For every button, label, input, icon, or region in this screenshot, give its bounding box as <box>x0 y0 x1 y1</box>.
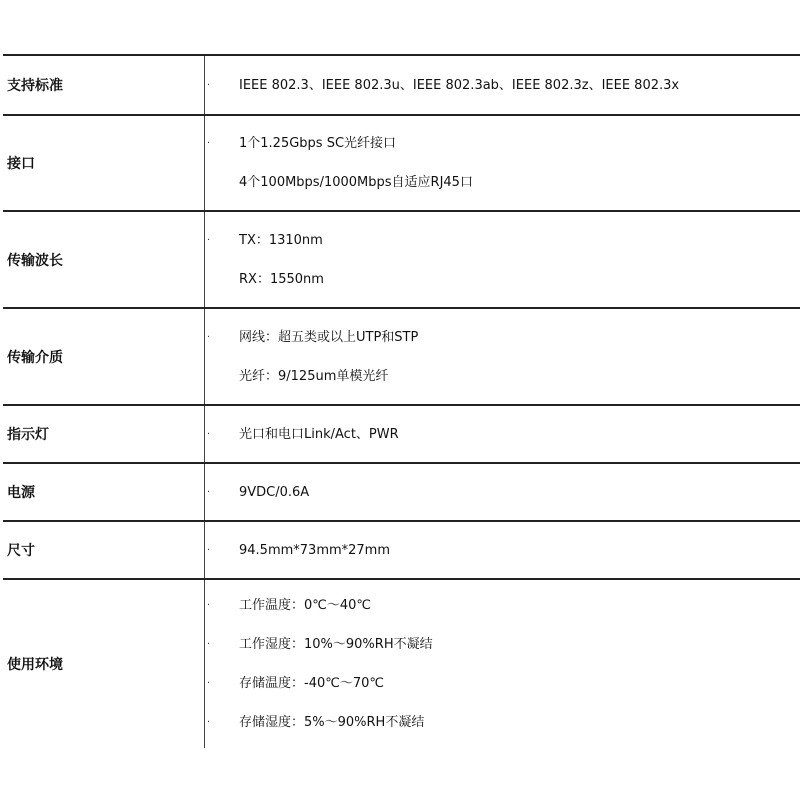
spec-text: RX：1550nm <box>239 271 324 287</box>
spec-line <box>239 260 800 299</box>
spec-line <box>207 415 800 454</box>
row-values <box>205 211 800 308</box>
spec-text: 光纤：9/125um单模光纤 <box>239 368 389 384</box>
row-label-power: 电源 <box>3 463 205 521</box>
bullet-icon: · <box>207 639 211 650</box>
bullet-icon: · <box>207 717 211 728</box>
bullet-icon: · <box>207 486 211 498</box>
table-row <box>3 463 800 521</box>
spec-text: 工作温度：0℃～40℃ <box>239 598 372 613</box>
row-label-indicator: 指示灯 <box>3 405 205 463</box>
row-values <box>205 579 800 748</box>
table-row <box>3 521 800 579</box>
row-label-size: 尺寸 <box>3 521 205 579</box>
bullet-icon: · <box>207 544 211 556</box>
spec-line <box>207 625 800 664</box>
bullet-icon: · <box>207 79 211 91</box>
row-values <box>205 521 800 579</box>
row-label-wavelength: 传输波长 <box>3 211 205 308</box>
bullet-icon: · <box>207 428 211 440</box>
spec-line <box>239 357 800 396</box>
row-values <box>205 115 800 211</box>
spec-text: 工作湿度：10%～90%RH不凝结 <box>239 637 433 652</box>
table-row <box>3 405 800 463</box>
bullet-icon: · <box>207 234 211 246</box>
spec-line <box>239 163 800 202</box>
spec-text: 1个1.25Gbps SC光纤接口 <box>239 136 397 151</box>
spec-text: 94.5mm*73mm*27mm <box>239 542 391 558</box>
table-row <box>3 115 800 211</box>
spec-text: 存储温度：-40℃～70℃ <box>239 676 384 691</box>
row-label-medium: 传输介质 <box>3 308 205 405</box>
spec-text: IEEE 802.3、IEEE 802.3u、IEEE 802.3ab、IEEE 802.3z、IEEE 802.3x <box>239 77 680 93</box>
row-label-environment: 使用环境 <box>3 579 205 748</box>
bullet-icon: · <box>207 600 211 611</box>
spec-line <box>207 531 800 570</box>
spec-line <box>207 221 800 260</box>
table-row <box>3 579 800 748</box>
row-values <box>205 463 800 521</box>
spec-text: 存储湿度：5%～90%RH不凝结 <box>239 715 425 730</box>
spec-line <box>207 124 800 163</box>
spec-text: 4个100Mbps/1000Mbps自适应RJ45口 <box>239 175 473 190</box>
row-values <box>205 308 800 405</box>
row-label-standard: 支持标准 <box>3 55 205 115</box>
spec-text: 网线：超五类或以上UTP和STP <box>239 329 419 345</box>
spec-line <box>207 66 800 105</box>
spec-line <box>207 586 800 625</box>
spec-text: TX：1310nm <box>239 232 323 248</box>
table-row <box>3 211 800 308</box>
bullet-icon: · <box>207 678 211 689</box>
spec-line <box>207 318 800 357</box>
bullet-icon: · <box>207 331 211 343</box>
row-values <box>205 405 800 463</box>
spec-line <box>207 703 800 742</box>
spec-text: 9VDC/0.6A <box>239 484 310 500</box>
table-row <box>3 55 800 115</box>
spec-line <box>207 664 800 703</box>
spec-line <box>207 473 800 512</box>
spec-text: 光口和电口Link/Act、PWR <box>239 426 399 442</box>
bullet-icon: · <box>207 138 211 149</box>
row-label-interface: 接口 <box>3 115 205 211</box>
row-values <box>205 55 800 115</box>
table-row <box>3 308 800 405</box>
spec-table <box>3 54 800 748</box>
